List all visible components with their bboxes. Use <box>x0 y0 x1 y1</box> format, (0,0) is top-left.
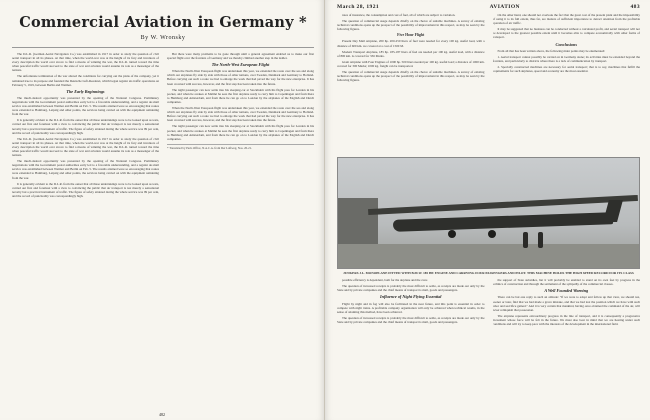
person-figure <box>523 232 528 248</box>
paragraph: The much-desired opportunity was presented by the opening of the National Congress. Preliminary negotiations with the Government postal authorities early led to a favorable understanding, and a regular air-mail service was established between Weimar and Berlin on Feb. 5. The results attained were so encouraging that routes were extended to Hamburg, Leipzig and other points, the services being carried on with the equipment remaining from the war. <box>12 159 159 180</box>
paragraph: Modern Transport Airplane, 185 hp. 185-187 liters of fuel are needed per 100 kg. useful load, with a distance of 800 km. is covered for 336 Marks. <box>337 49 485 58</box>
paragraph: The much-desired opportunity was presented by the opening of the National Congress. Preliminary negotiations with the Government postal authorities early led to a favorable understanding, and a regular air-mail service was established between Weimar and Berlin on Feb. 5. The results attained were so encouraging that routes were extended to Hamburg, Leipzig and other points, the services being carried on with the equipment remaining from the war. <box>12 95 159 117</box>
paragraph: 1. Aerial transport cannot possibly be carried on in Germany alone; its activities must be extended beyond the frontiers, and particularly to districts where there is a lack of communication by transport. <box>492 54 640 63</box>
section-heading: The Early Beginnings <box>66 88 105 94</box>
right-page <box>325 0 650 420</box>
right-lower-column-2 <box>493 278 641 418</box>
paragraph: It is generally evident to the D.L.R. from the outset that all these undertakings were to be looked upon as tests, carried out first and foremost with a view to convincing the public that air transport is not merely a sensational novelty but a practical instrument of traffic. The figure of safety attained during the whole service was 99 per cent, and the record of punctuality was correspondingly high. <box>12 181 159 198</box>
ground-shape <box>338 244 639 268</box>
figure-caption: JUNKERS J.L. MONOPLANE FITTED WITH B.M.W. 185 HP. ENGINE AND CARRYING FOUR PASSENGERS AND PILOT. THIS MACHINE HOLDS THE HIGH SPEED RECORD FOR ITS CLASS <box>343 271 634 275</box>
paragraph: The airplane represents extraordinary progress in the line of transport, and it is consequently a progressive movement whose force will be felt in the future. We must also bear in mind that we are hearing under such conditions and will try to keep pace with the interests of the development in the international field. <box>492 313 640 327</box>
paragraph: The D.L.R. (German Aerial Navigation Co.) was established in 1917 in order to study the question of civil aerial transport in all its phases. At that time, when the world-war was at the height of its fury and inventors of every description the world over strove to find a means of winning the war, the D.L.R. turned toward the time when peaceful traffic would succeed to the state of war and aviation would assume its role as a messenger of the nations. <box>12 52 159 73</box>
section-heading: Conclusions <box>555 41 577 47</box>
paragraph: When the North-West European flight was undertaken this year, we extended the route over the sea and along which our airplanes fly side by side with those of other nations, over Sweden, Denmark and Germany to Holland. Before carrying out such a route we had to enlarge the work that had paved the way for the new enterprise. It has been crowned with success, however, and the first step has been taken into the future. <box>167 69 314 86</box>
page-number: 482 <box>159 412 165 417</box>
paragraph: When the North-West European flight was undertaken this year, we extended the route over the sea and along which our airplanes fly side by side with those of other nations, over Sweden, Denmark and Germany to Holland. Before carrying out such a route we had to enlarge the work that had paved the way for the new enterprise. It has been crowned with success, however, and the first step has been taken into the future. <box>167 106 314 123</box>
paragraph: It is generally evident to the D.L.R. from the outset that all these undertakings were to be looked upon as tests, carried out first and foremost with a view to convincing the public that air transport is not merely a sensational novelty but a practical instrument of traffic. The figure of safety attained during the whole service was 99 per cent, and the record of punctuality was correspondingly high. <box>12 118 159 135</box>
paragraph: The question of increased receipts is probably the most difficult to settle, as receipts are made out only by the State and by private companies and the chief means of transport is mail, goods and passengers. <box>337 284 485 293</box>
byline: By W. Wronsky <box>140 35 186 41</box>
paragraph: The question of commercial usage depends chiefly on the choice of suitable machines. A survey of existing technical conditions opens up the prospect of the possibility of improvement in this respect, as may be seen by the following figures. <box>337 70 485 83</box>
paragraph: The question of commercial usage depends chiefly on the choice of suitable machines. A survey of existing technical conditions opens up the prospect of the possibility of improvement in this respect, as may be seen by the following figures. <box>337 19 485 32</box>
paragraph: the support of State subsidies, but it will probably be enabled to stand on its own feet by progress in the technics of construction and through the settlement of the sympathy of the commercial classes. <box>492 278 640 287</box>
right-upper-columns <box>337 13 640 155</box>
paragraph: Giant Airplane with Four Engines of 1000 hp. 500 liters needed per 100 kg. useful load; a distance of 1000 km. covered for 300 Marks; 1000 kg. freight can be transported. <box>337 59 485 68</box>
paragraph: The night passenger can now settle into his sleeping-car at Stockholm with his flight pass for London in his pocket, and when he awakes at Malmö he sees the first airplane ready to carry him to Copenhagen and from there to Hamburg and Amsterdam, and from there he can go on to London by the airplanes of the English and Dutch companies. <box>167 124 314 141</box>
paragraph: rates of insurance, the consumption and cost of fuel, all of which are subject to variation. <box>342 13 456 17</box>
paragraph: The night passenger can now settle into his sleeping-car at Stockholm with his flight pass for London in his pocket, and when he awakes at Malmö he sees the first airplane ready to carry him to Copenhagen and from there to Hamburg and Amsterdam, and from there he can go on to London by the airplanes of the English and Dutch companies. <box>167 87 314 104</box>
section-heading: The North-West European Flight <box>211 62 270 68</box>
journal-name: AVIATION <box>489 4 520 10</box>
fuselage-shape <box>393 212 613 232</box>
article-title: Commercial Aviation in Germany * <box>19 14 307 31</box>
tail-shape <box>603 200 623 222</box>
footnote: * Translated by Paris Office, N.A.C.A. from Der Luftweg, Nos. 20-21. <box>167 144 314 150</box>
right-lower-column-1 <box>337 278 485 418</box>
section-heading: A Well Founded Warning <box>544 288 589 294</box>
paragraph: From all that has been written above, the following main points may be enumerated: <box>497 48 606 53</box>
paragraph: The D.L.R. (German Aerial Navigation Co.) was established in 1917 in order to study the question of civil aerial transport in all its phases. At that time, when the world-war was at the height of its fury and inventors of every description the world over strove to find a means of winning the war, the D.L.R. turned toward the time when peaceful traffic would succeed to the state of war and aviation would assume its role as a messenger of the nations. <box>12 136 159 158</box>
right-lower-columns <box>337 278 640 418</box>
title-rule <box>12 47 314 48</box>
paragraph: It may be suggested that no business can be conducted without a calculated profit, and aerial transport will not be developed to the greatest possible extent until it becomes able to compete economically with other forms of transport. <box>492 27 640 40</box>
paragraph: Present Day Mail Airplane, 200 hp. 200-250 liters of fuel were needed for every 100 kg. useful load, with a distance of 600 km. we covered at a cost of 1500 M. <box>337 39 485 48</box>
paragraph: The question of increased receipts is probably the most difficult to settle, as receipts are made out only by the State and by private companies and the chief means of transport is mail, goods and passengers. <box>337 315 485 324</box>
paragraph: On the other hand, one should not overlook the fact that the great cost of the present plant and the impossibility of using it to its full extent, thus far, are matters of sufficient importance to detract attention from the profitable operation of air traffic. <box>492 13 640 26</box>
left-column-1 <box>12 52 159 200</box>
paragraph: There can be but one reply to such an attitude: "If we were to adopt and follow up that view, we should not, sooner or later, find that we had made a grave mistake, and that we had lost the position which we have with such labor and sacrifice gained." And it is very certain that mankind, having once obtained the command of the air, will never relinquish that possession. <box>492 295 640 312</box>
paragraph: The unfortunate termination of the war altered the conditions for carrying out the plans of the company, yet it remained true to its purpose and founded the Deutsche Luft-Reederei, which began regular air-traffic operations on February 5, 1919, between Berlin and Weimar. <box>12 74 159 87</box>
table-heading: Five Hour Flight <box>397 33 425 38</box>
right-column-1 <box>337 13 485 155</box>
running-head <box>337 4 640 10</box>
person-figure <box>538 232 543 248</box>
airplane-photo <box>337 157 640 269</box>
paragraph: But there were many problems to be gone through until a general agreement enabled us to make our first special flight over the frontiers of Germany and we thereby climbed another step in the ladder. <box>167 52 314 61</box>
paragraph: possible efficiency is dependent, both for the airplane and the crew. <box>342 278 428 283</box>
paragraph: 2. Specially constructed machines are necessary for aerial transport; that is to say, machines that fulfill the requirements for such airplanes, speed and economy are the most essential. <box>492 64 640 74</box>
page-number: 483 <box>630 4 640 10</box>
left-column-2 <box>167 52 314 200</box>
issue-date: March 28, 1921 <box>337 4 380 10</box>
landing-wheel <box>448 230 456 238</box>
section-heading: Influence of Night Flying Essential <box>380 294 442 300</box>
right-column-2 <box>493 13 641 155</box>
left-columns <box>12 52 314 200</box>
landing-wheel <box>488 230 496 238</box>
paragraph: Flight by night and in fog will also be facilitated in the near future, and this point is essential in order to compete with night trains. A profitable company organization will only be achieved when technical results, in the sense of attaining this method, have been achieved. <box>337 301 485 314</box>
